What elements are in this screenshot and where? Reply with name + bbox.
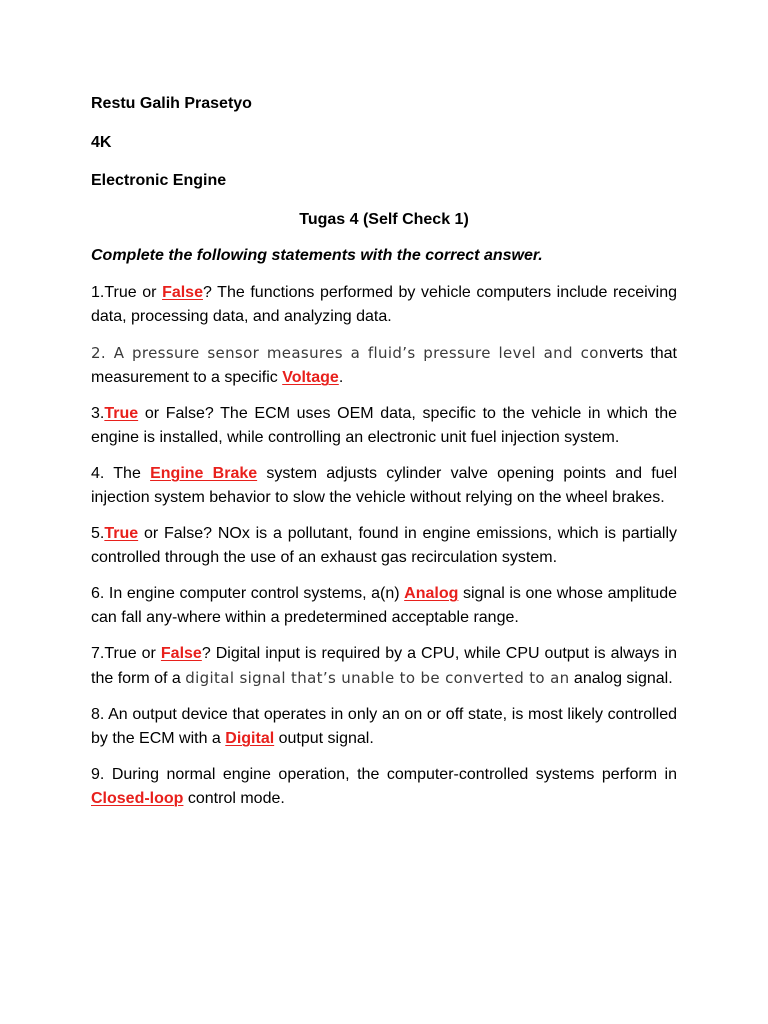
question-text: or False? NOx is a pollutant, found in engine emissions, which is partially controlled through the use of an exhaust gas recirculation system. (91, 524, 677, 566)
answer-text: Analog (404, 584, 459, 602)
answer-text: False (160, 644, 202, 662)
answer-text: False (162, 283, 203, 301)
question-8 (91, 703, 677, 752)
instruction-text: Complete the following statements with the correct answer. (91, 247, 543, 264)
question-text-light: digital signal that’s unable to be converted to an (185, 669, 570, 687)
question-text: or False? The ECM uses OEM data, specific to the vehicle in which the engine is installed, while controlling an electronic unit fuel injection system. (91, 404, 677, 446)
question-5 (91, 522, 677, 571)
question-text: 4. The (91, 464, 151, 482)
question-text: 6. In engine computer control systems, a(n) (91, 584, 405, 602)
question-9 (91, 763, 677, 812)
subject-label: Electronic Engine (91, 172, 227, 189)
document-title: Tugas 4 (Self Check 1) (299, 210, 469, 228)
question-4 (91, 462, 677, 511)
question-2 (91, 341, 677, 391)
question-text: system adjusts cylinder valve opening points and fuel injection system behavior to slow the vehicle without relying on the wheel brakes. (91, 464, 677, 506)
answer-text: Engine Brake (150, 464, 258, 482)
answer-text: Closed-loop (91, 790, 184, 807)
answer-text: Voltage (282, 369, 339, 386)
question-text: 5. (91, 524, 105, 542)
question-text: signal is one whose amplitude can fall any-where within a predetermined acceptable range. (91, 584, 678, 626)
question-6 (91, 582, 677, 631)
question-text: control mode. (183, 790, 285, 807)
question-text: . (338, 369, 344, 386)
author-name: Restu Galih Prasetyo (91, 95, 252, 112)
question-text: 7.True or (91, 644, 161, 662)
question-text: ? Digital input is required by a CPU, while CPU output is always in the form of a (91, 644, 678, 687)
question-text-light: 2. A pressure sensor measures a fluid’s pressure level and con (91, 343, 609, 362)
question-1 (91, 281, 677, 330)
question-3 (91, 402, 677, 451)
question-text: output signal. (274, 730, 374, 747)
question-text: ? The functions performed by vehicle computers include receiving data, processing data, and analyzing data. (91, 283, 677, 325)
question-list (91, 281, 677, 812)
question-text: 8. An output device that operates in only an on or off state, is most likely controlled by the ECM with a (91, 705, 677, 747)
question-7 (91, 642, 677, 692)
document-page (91, 92, 677, 812)
question-text: analog signal. (569, 670, 673, 687)
question-text: verts that measurement to a specific (91, 344, 678, 386)
answer-text: True (104, 524, 139, 542)
question-text: 3. (91, 404, 105, 422)
answer-text: Digital (225, 730, 275, 747)
question-text: 1.True or (91, 283, 163, 301)
question-text: 9. During normal engine operation, the computer-controlled systems perform in (91, 765, 677, 783)
class-label: 4K (91, 133, 112, 151)
answer-text: True (104, 404, 139, 422)
